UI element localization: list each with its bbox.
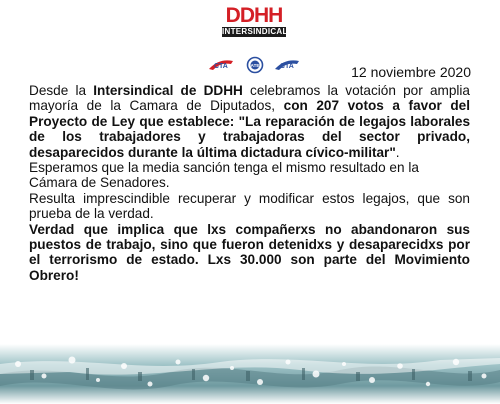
svg-text:CTA: CTA (214, 63, 228, 70)
union-logos-graphic (207, 56, 303, 74)
logo-main-text: DDHH (225, 4, 283, 27)
paragraph-truth: Verdad que implica que lxs compañerxs no abandonaron sus puestos de trabajo, sino que fueron detenidxs y desaparecidxs por el terrorismo de estado. Lxs 30.000 son parte del Movimiento Obrero! (29, 221, 470, 283)
p1-text-1: Desde la (29, 83, 94, 98)
paragraph-legajos: Resulta imprescindible recuperar y modificar estos legajos, que son prueba de la verdad. (29, 190, 470, 222)
paragraph-senate: Esperamos que la media sanción tenga el mismo resultado en la Cámara de Senadores. (29, 160, 419, 191)
paragraph-celebration (29, 83, 470, 160)
date-label: 12 noviembre 2020 (351, 64, 471, 80)
p1-text-3: . (395, 144, 400, 160)
decorative-banner (0, 344, 500, 404)
p1-org-name: Intersindical de DDHH (93, 83, 243, 98)
statement-body (29, 83, 470, 283)
union-logo-ate (248, 58, 263, 73)
p1-text-2: celebramos la votación por amplia mayoría de la Camara de Diputados, (29, 83, 470, 114)
p1-vote-detail: con 207 votos a favor del Proyecto de Ley que establece: "La reparación de legajos laborales de los trabajadores y trabajadoras del sector privado, desaparecidos durante la última dictadura cívico-militar" (29, 98, 470, 160)
logo-sub-text: INTERSINDICAL (222, 27, 288, 36)
union-logo-cta-left (209, 60, 233, 70)
svg-text:CTA: CTA (280, 63, 294, 70)
svg-text:ATE: ATE (250, 63, 260, 68)
union-logos (207, 56, 303, 74)
ddhh-logo (222, 6, 286, 37)
union-logo-cta-right (275, 60, 299, 70)
